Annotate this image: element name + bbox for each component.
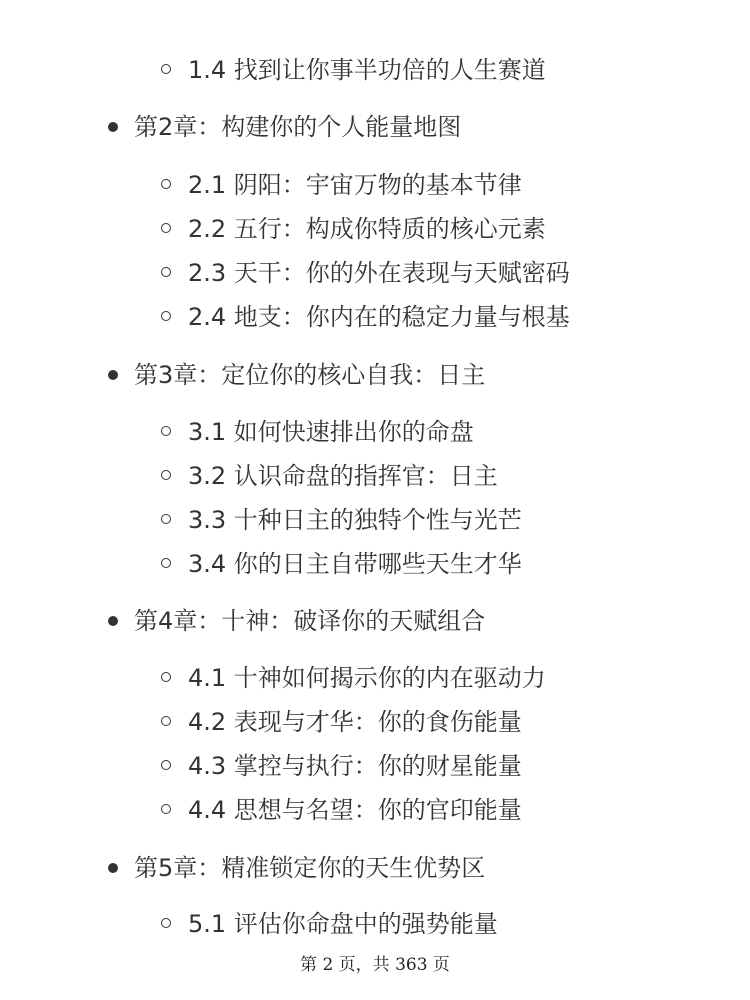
hollow-circle-bullet-icon — [161, 918, 171, 928]
hollow-circle-bullet-icon — [161, 804, 171, 814]
toc-chapter-item — [0, 601, 750, 641]
toc-section-label: 2.2 五行：构成你特质的核心元素 — [188, 215, 546, 243]
toc-section-label: 2.3 天干：你的外在表现与天赋密码 — [188, 259, 570, 287]
hollow-circle-bullet-icon — [161, 64, 171, 74]
toc-section-item — [0, 209, 750, 249]
toc-section-item — [0, 544, 750, 584]
toc-chapter-label: 第3章：定位你的核心自我：日主 — [134, 361, 486, 389]
hollow-circle-bullet-icon — [161, 223, 171, 233]
toc-chapter-label: 第4章：十神：破译你的天赋组合 — [134, 607, 486, 635]
toc-chapter-label: 第2章：构建你的个人能量地图 — [134, 113, 462, 141]
toc-section-item — [0, 702, 750, 742]
filled-circle-bullet-icon — [108, 370, 118, 380]
toc-section-item — [0, 500, 750, 540]
hollow-circle-bullet-icon — [161, 672, 171, 682]
toc-section-label: 3.1 如何快速排出你的命盘 — [188, 418, 474, 446]
hollow-circle-bullet-icon — [161, 558, 171, 568]
toc-section-label: 5.1 评估你命盘中的强势能量 — [188, 910, 498, 938]
toc-section-item — [0, 412, 750, 452]
toc-section-label: 2.1 阴阳：宇宙万物的基本节律 — [188, 171, 522, 199]
hollow-circle-bullet-icon — [161, 470, 171, 480]
toc-section-item — [0, 658, 750, 698]
toc-section-item — [0, 50, 750, 90]
toc-section-label: 3.2 认识命盘的指挥官：日主 — [188, 462, 498, 490]
filled-circle-bullet-icon — [108, 863, 118, 873]
toc-chapter-item — [0, 848, 750, 888]
hollow-circle-bullet-icon — [161, 514, 171, 524]
toc-section-label: 3.4 你的日主自带哪些天生才华 — [188, 550, 522, 578]
toc-section-label: 3.3 十种日主的独特个性与光芒 — [188, 506, 522, 534]
hollow-circle-bullet-icon — [161, 267, 171, 277]
toc-section-item — [0, 790, 750, 830]
toc-section-item — [0, 904, 750, 944]
hollow-circle-bullet-icon — [161, 311, 171, 321]
toc-section-item — [0, 253, 750, 293]
hollow-circle-bullet-icon — [161, 179, 171, 189]
toc-section-label: 4.1 十神如何揭示你的内在驱动力 — [188, 664, 546, 692]
toc-section-item — [0, 165, 750, 205]
toc-section-item — [0, 746, 750, 786]
hollow-circle-bullet-icon — [161, 716, 171, 726]
toc-section-label: 2.4 地支：你内在的稳定力量与根基 — [188, 303, 570, 331]
toc-section-label: 1.4 找到让你事半功倍的人生赛道 — [188, 56, 546, 84]
toc-section-item — [0, 456, 750, 496]
filled-circle-bullet-icon — [108, 616, 118, 626]
hollow-circle-bullet-icon — [161, 760, 171, 770]
toc-chapter-item — [0, 355, 750, 395]
toc-section-item — [0, 297, 750, 337]
toc-section-label: 4.2 表现与才华：你的食伤能量 — [188, 708, 522, 736]
toc-section-label: 4.4 思想与名望：你的官印能量 — [188, 796, 522, 824]
page-number-footer: 第 2 页，共 363 页 — [300, 955, 450, 975]
toc-chapter-item — [0, 107, 750, 147]
filled-circle-bullet-icon — [108, 122, 118, 132]
toc-section-label: 4.3 掌控与执行：你的财星能量 — [188, 752, 522, 780]
toc-chapter-label: 第5章：精准锁定你的天生优势区 — [134, 854, 486, 882]
hollow-circle-bullet-icon — [161, 426, 171, 436]
